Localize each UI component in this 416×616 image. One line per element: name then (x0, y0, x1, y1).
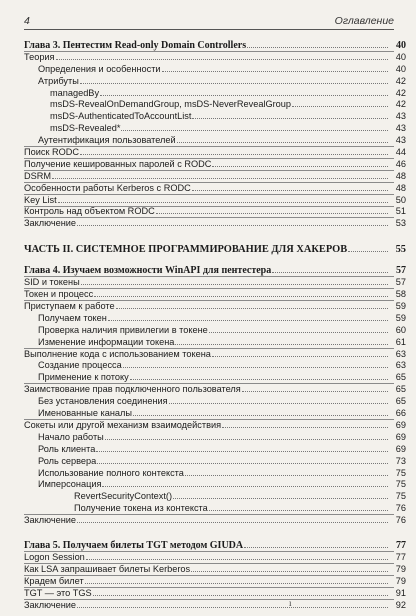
toc-entry[interactable] (24, 575, 406, 587)
dot-leader (58, 202, 388, 203)
dot-leader (130, 379, 388, 380)
dot-leader (242, 391, 388, 392)
dot-leader (93, 595, 388, 596)
toc-entry[interactable] (24, 371, 406, 383)
toc-entry-title: msDS-Revealed* (50, 123, 121, 134)
dot-leader (192, 190, 388, 191)
toc-page-number: 69 (395, 431, 406, 442)
toc-page-number: 63 (395, 360, 406, 371)
toc-entry[interactable] (24, 502, 406, 514)
toc-entry-title: Поиск RODC (24, 147, 80, 158)
toc-page-number: 40 (396, 40, 406, 51)
toc-page-number: 42 (395, 99, 406, 110)
toc-page-number: 42 (395, 87, 406, 98)
toc-entry[interactable] (24, 551, 406, 563)
dot-leader (209, 510, 388, 511)
toc-entry[interactable] (24, 146, 406, 158)
toc-entry-title: Заимствование прав подключенного пользователя (24, 384, 241, 395)
toc-entry-title: Особенности работы Kerberos с RODC (24, 182, 191, 193)
dot-leader (81, 284, 388, 285)
dot-leader (348, 251, 388, 252)
toc-part[interactable] (24, 241, 406, 255)
dot-leader (85, 583, 388, 584)
dot-leader (105, 439, 388, 440)
toc-entry-title: Аутентификация пользователей (38, 135, 176, 146)
toc-page-number: 57 (396, 265, 406, 277)
toc-entry-title: Как LSA запрашивает билеты Kerberos (24, 563, 191, 574)
toc-entry-title: TGT — это TGS (24, 587, 92, 598)
toc-page-number: 57 (395, 277, 406, 288)
toc-page-number: 66 (395, 408, 406, 419)
toc-entry[interactable] (24, 360, 406, 372)
dot-leader (272, 272, 388, 273)
toc-entry-title: Key List (24, 194, 57, 205)
toc-entry-title: Начало работы (38, 431, 104, 442)
toc-entry[interactable] (24, 122, 406, 134)
toc-entry-title: Проверка наличия привилегии в токене (38, 324, 208, 335)
toc-entry[interactable] (24, 217, 406, 229)
toc-entry[interactable] (24, 110, 406, 122)
dot-leader (77, 522, 388, 523)
dot-leader (185, 475, 388, 476)
dot-leader (102, 486, 388, 487)
toc-entry-title: RevertSecurityContext() (74, 491, 173, 502)
toc-page-number: 48 (395, 182, 406, 193)
dot-leader (133, 415, 388, 416)
toc-entry-title: Глава 4. Изучаем возможности WinAPI для пентестера (24, 265, 272, 277)
dot-leader (77, 607, 388, 608)
toc-page-number: 92 (395, 599, 406, 610)
dot-leader (121, 130, 388, 131)
toc-entry-title: Именованные каналы (38, 408, 132, 419)
dot-leader (212, 356, 388, 357)
running-header (24, 14, 394, 30)
toc-entry-title: SID и токены (24, 277, 80, 288)
toc-entry-title: DSRM (24, 170, 52, 181)
toc-page-number: 46 (395, 158, 406, 169)
toc-entry[interactable] (24, 99, 406, 111)
toc-entry[interactable] (24, 479, 406, 491)
header-title: Оглавление (334, 15, 394, 27)
toc-spacer (24, 526, 406, 538)
toc-entry-title: Заключение (24, 218, 77, 229)
toc-entry-title: Приступаем к работе (24, 301, 115, 312)
toc-entry[interactable] (24, 75, 406, 87)
toc-page-number: 75 (395, 491, 406, 502)
toc-entry[interactable] (24, 194, 406, 206)
toc-spacer (24, 255, 406, 263)
toc-page-number: 42 (395, 75, 406, 86)
dot-leader (209, 332, 388, 333)
toc-entry[interactable] (24, 455, 406, 467)
dot-leader (191, 571, 388, 572)
dot-leader (244, 547, 388, 548)
dot-leader (86, 559, 388, 560)
dot-leader (292, 106, 388, 107)
toc-page-number: 77 (396, 540, 406, 552)
toc-chapter[interactable] (24, 538, 406, 551)
dot-leader (247, 47, 388, 48)
dot-leader (80, 83, 388, 84)
toc-entry[interactable] (24, 443, 406, 455)
toc-entry[interactable] (24, 336, 406, 348)
toc-page-number: 91 (395, 587, 406, 598)
dot-leader (80, 154, 388, 155)
toc-entry-title: Создание процесса (38, 360, 122, 371)
toc-entry-title: Глава 5. Получаем билеты TGT методом GIUDA (24, 540, 244, 552)
toc-page-number: 43 (395, 135, 406, 146)
dot-leader (52, 178, 388, 179)
dot-leader (156, 213, 388, 214)
toc-entry-title: Logon Session (24, 551, 85, 562)
toc-entry[interactable] (24, 407, 406, 419)
toc-entry[interactable] (24, 51, 406, 63)
toc-page-number: 59 (395, 312, 406, 323)
toc-entry[interactable] (24, 514, 406, 526)
toc-entry-title: Получаем токен (38, 312, 107, 323)
toc-page-number: 43 (395, 111, 406, 122)
toc-page-number: 48 (395, 170, 406, 181)
toc-entry-title: Токен и процесс (24, 289, 94, 300)
toc-page-number: 61 (395, 336, 406, 347)
toc-entry-title: Атрибуты (38, 75, 79, 86)
toc-page-number: 50 (395, 194, 406, 205)
dot-leader (177, 142, 388, 143)
toc-page-number: 75 (395, 467, 406, 478)
toc-page-number: 44 (395, 147, 406, 158)
toc-entry[interactable] (24, 419, 406, 431)
dot-leader (222, 427, 388, 428)
toc-page-number: 63 (395, 348, 406, 359)
toc-entry-title: Заключение (24, 515, 77, 526)
toc-page-number: 40 (395, 63, 406, 74)
toc-page-number: 60 (395, 324, 406, 335)
toc-page-number: 40 (395, 51, 406, 62)
toc-entry[interactable] (24, 563, 406, 575)
toc-spacer (24, 229, 406, 241)
dot-leader (94, 296, 388, 297)
toc-entry[interactable] (24, 63, 406, 75)
toc-entry-title: Выполнение кода с использованием токена (24, 348, 211, 359)
toc-entry-title: Крадем билет (24, 575, 84, 586)
toc-entry[interactable] (24, 300, 406, 312)
toc-page-number: 75 (395, 479, 406, 490)
toc-page-number: 58 (395, 289, 406, 300)
toc-entry[interactable] (24, 158, 406, 170)
dot-leader (192, 118, 388, 119)
table-of-contents (24, 38, 406, 611)
toc-entry[interactable] (24, 383, 406, 395)
toc-page-number: 55 (395, 244, 406, 256)
toc-page-number: 79 (395, 575, 406, 586)
toc-entry[interactable] (24, 87, 406, 99)
dot-leader (162, 71, 388, 72)
dot-leader (116, 308, 388, 309)
toc-chapter[interactable] (24, 263, 406, 276)
toc-page-number: 77 (395, 551, 406, 562)
toc-page-number: 65 (395, 396, 406, 407)
dot-leader (173, 498, 388, 499)
dot-leader (108, 320, 388, 321)
page-number: 4 (24, 15, 30, 27)
dot-leader (97, 463, 388, 464)
toc-entry[interactable] (24, 599, 406, 611)
toc-page-number: 76 (395, 503, 406, 514)
toc-page-number: 51 (395, 206, 406, 217)
toc-entry[interactable] (24, 587, 406, 599)
toc-page-number: 59 (395, 301, 406, 312)
toc-entry[interactable] (24, 395, 406, 407)
dot-leader (123, 367, 388, 368)
toc-entry-title: Контроль над объектом RODC (24, 206, 155, 217)
toc-entry[interactable] (24, 170, 406, 182)
toc-entry[interactable] (24, 134, 406, 146)
toc-entry[interactable] (24, 206, 406, 218)
toc-entry[interactable] (24, 348, 406, 360)
toc-entry-title: Имперсонация (38, 479, 102, 490)
toc-entry[interactable] (24, 490, 406, 502)
toc-page-number: 65 (395, 384, 406, 395)
toc-entry-title: Получение токена из контекста (74, 503, 208, 514)
toc-chapter[interactable] (24, 38, 406, 51)
toc-page-number: 76 (395, 515, 406, 526)
dot-leader (96, 451, 388, 452)
toc-page-number: 43 (395, 123, 406, 134)
toc-entry-title: Изменение информации токена (38, 336, 175, 347)
toc-page-number: 73 (395, 455, 406, 466)
toc-entry-title: msDS-AuthenticatedToAccountList (50, 111, 192, 122)
dot-leader (175, 344, 388, 345)
toc-entry-title: Роль клиента (38, 443, 96, 454)
toc-entry-title: managedBy (50, 87, 100, 98)
toc-entry-title: Использование полного контекста (38, 467, 184, 478)
toc-page-number: 69 (395, 419, 406, 430)
toc-entry-title: Определения и особенности (38, 63, 161, 74)
toc-entry[interactable] (24, 288, 406, 300)
dot-leader (169, 403, 388, 404)
toc-entry-title: ЧАСТЬ II. СИСТЕМНОЕ ПРОГРАММИРОВАНИЕ ДЛЯ ХАКЕРОВ (24, 244, 348, 256)
toc-entry-title: Сокеты или другой механизм взаимодействия (24, 419, 222, 430)
toc-entry[interactable] (24, 182, 406, 194)
toc-entry-title: Без установления соединения (38, 396, 168, 407)
toc-page-number: 69 (395, 443, 406, 454)
toc-entry[interactable] (24, 276, 406, 288)
dot-leader (212, 166, 388, 167)
toc-entry[interactable] (24, 324, 406, 336)
toc-entry-title: Получение кешированных паролей с RODC (24, 158, 212, 169)
toc-entry[interactable] (24, 431, 406, 443)
toc-entry-title: Глава 3. Пентестим Read-only Domain Controllers (24, 40, 247, 51)
toc-entry[interactable] (24, 312, 406, 324)
toc-entry-title: Применение к потоку (38, 372, 129, 383)
dot-leader (77, 225, 388, 226)
toc-page-number: 79 (395, 563, 406, 574)
toc-entry-title: Заключение (24, 599, 77, 610)
toc-entry-title: Роль сервера (38, 455, 97, 466)
footer-mark: ı (289, 598, 292, 608)
toc-entry-title: msDS-RevealOnDemandGroup, msDS-NeverRevealGroup (50, 99, 292, 110)
toc-entry-title: Теория (24, 51, 55, 62)
toc-page-number: 53 (395, 218, 406, 229)
toc-entry[interactable] (24, 467, 406, 479)
toc-page-number: 65 (395, 372, 406, 383)
dot-leader (100, 95, 388, 96)
dot-leader (56, 59, 388, 60)
